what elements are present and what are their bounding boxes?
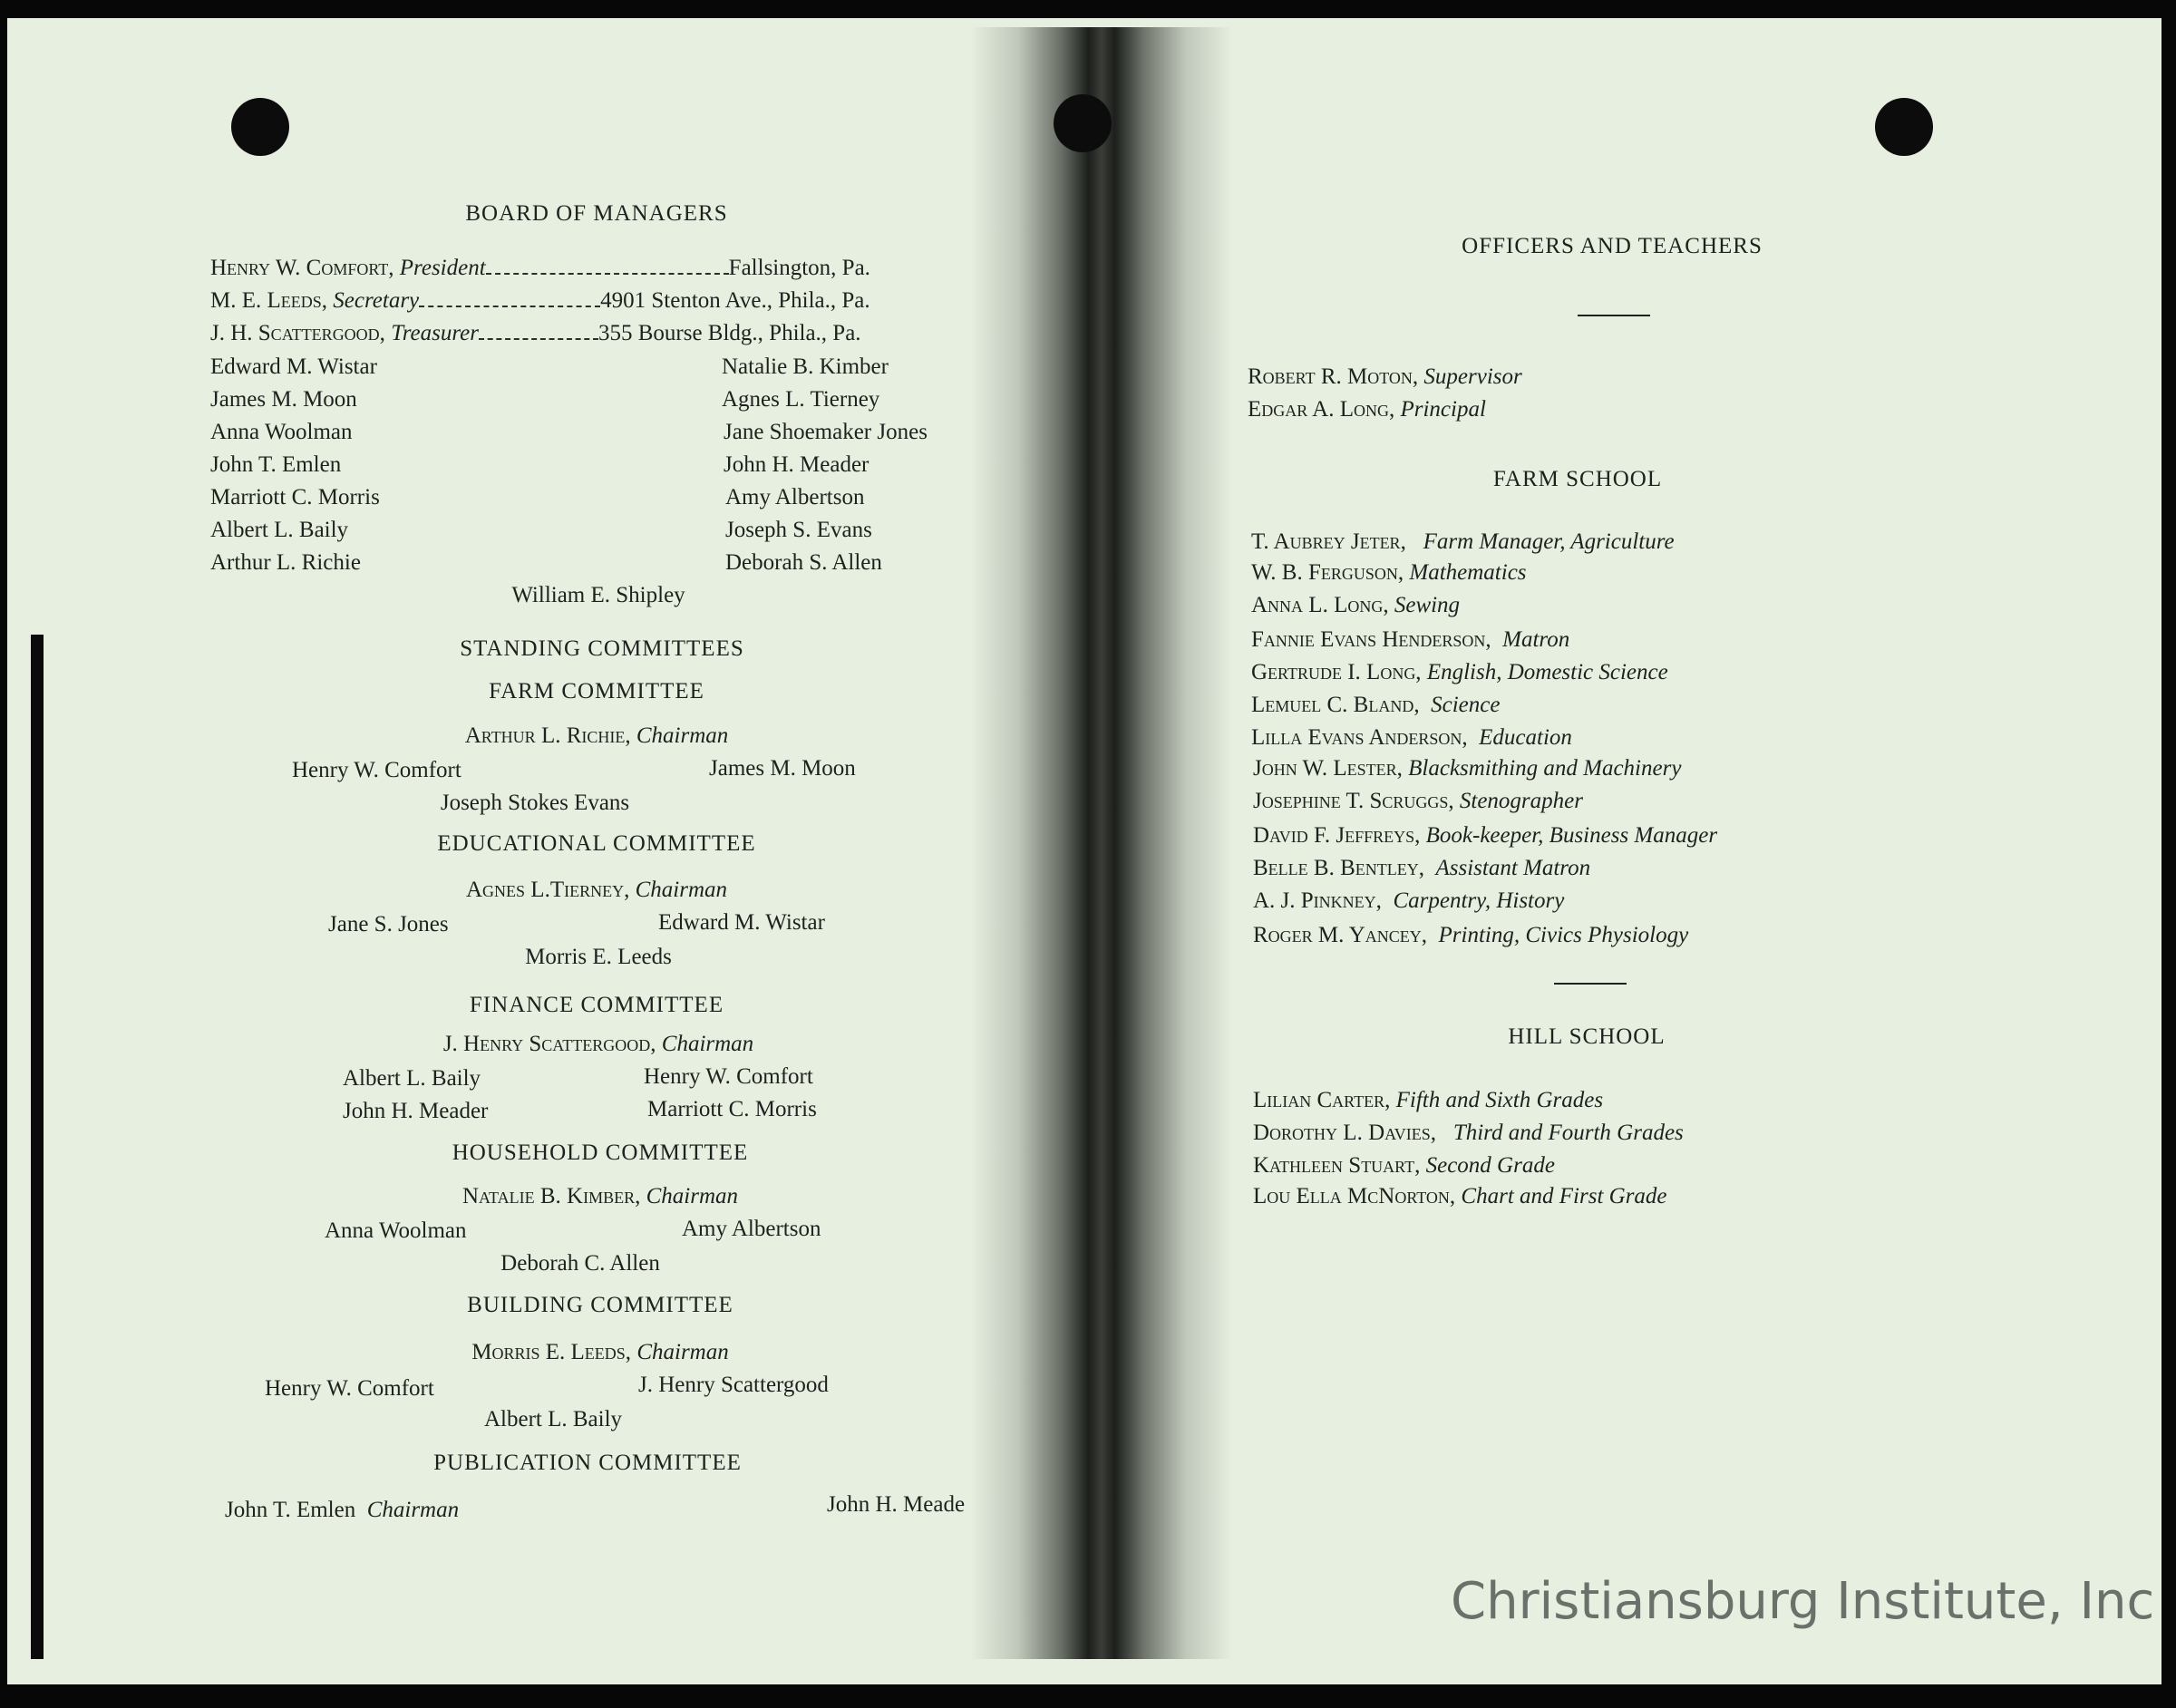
staff-name: Lilla Evans Anderson, — [1251, 725, 1468, 750]
chair-label: Chairman — [636, 723, 729, 748]
board-member: Natalie B. Kimber — [722, 354, 889, 379]
staff-name: W. B. Ferguson, — [1251, 560, 1404, 585]
staff-entry — [1253, 923, 1688, 948]
committee-member: Henry W. Comfort — [644, 1064, 813, 1089]
committee-member: James M. Moon — [709, 756, 856, 781]
staff-name: Lemuel C. Bland, — [1251, 693, 1420, 717]
committee-member: Henry W. Comfort — [292, 758, 461, 782]
staff-entry — [1251, 560, 1527, 586]
punch-hole — [1875, 98, 1933, 156]
building-committee-title: BUILDING COMMITTEE — [467, 1293, 733, 1317]
committee-member: John H. Meade — [827, 1492, 966, 1517]
board-member: Amy Albertson — [725, 485, 865, 509]
chair-label: Chairman — [661, 1032, 754, 1056]
officer-name: J. H. Scattergood, — [210, 321, 385, 345]
staff-entry — [1251, 693, 1500, 718]
farm-committee-chair — [465, 723, 729, 749]
staff-name: Lou Ella McNorton, — [1253, 1184, 1456, 1208]
staff-entry — [1251, 725, 1572, 751]
committee-member: Henry W. Comfort — [265, 1376, 434, 1401]
board-member: Agnes L. Tierney — [722, 387, 880, 412]
watermark: Christiansburg Institute, Inc — [1451, 1572, 2155, 1631]
leader-dots — [419, 289, 600, 307]
building-committee-chair — [471, 1340, 728, 1365]
staff-name: Anna L. Long, — [1251, 593, 1389, 617]
committee-member: Morris E. Leeds — [525, 945, 672, 969]
staff-entry — [1251, 593, 1460, 618]
committee-member: Albert L. Baily — [343, 1066, 481, 1091]
committee-member: Marriott C. Morris — [647, 1097, 817, 1121]
officer-address: 355 Bourse Bldg., Phila., Pa. — [597, 321, 861, 345]
punch-hole — [1054, 94, 1112, 152]
officer-address: Fallsington, Pa. — [728, 256, 870, 280]
committee-member: Albert L. Baily — [483, 1407, 623, 1431]
staff-role: Assistant Matron — [1435, 856, 1591, 880]
staff-role: Chart and First Grade — [1461, 1184, 1667, 1208]
staff-role: Principal — [1400, 397, 1486, 422]
educational-committee-title: EDUCATIONAL COMMITTEE — [437, 831, 756, 856]
divider-rule — [1578, 315, 1650, 316]
staff-entry — [1253, 1121, 1684, 1146]
board-member: Arthur L. Richie — [210, 550, 361, 575]
board-officer-president — [210, 256, 870, 281]
officer-role: President — [399, 256, 486, 280]
staff-entry — [1251, 660, 1668, 685]
staff-name: John W. Lester, — [1253, 756, 1403, 781]
board-member: Deborah S. Allen — [725, 550, 882, 575]
staff-name: T. Aubrey Jeter, — [1251, 529, 1406, 554]
finance-committee-chair — [443, 1032, 753, 1057]
farm-school-heading: FARM SCHOOL — [1492, 467, 1663, 491]
chair-name: Morris E. Leeds, — [471, 1340, 632, 1364]
staff-name: Lilian Carter, — [1253, 1088, 1391, 1112]
chair-label: Chairman — [366, 1498, 460, 1522]
staff-name: David F. Jeffreys, — [1253, 823, 1421, 848]
staff-role: Third and Fourth Grades — [1452, 1121, 1684, 1145]
officer-role: Treasurer — [391, 321, 479, 345]
committee-member: Deborah C. Allen — [500, 1251, 660, 1276]
chair-name: Arthur L. Richie, — [464, 723, 631, 748]
board-officer-treasurer — [210, 321, 861, 346]
staff-entry — [1253, 856, 1590, 881]
officer-name: M. E. Leeds, — [210, 288, 328, 313]
staff-entry — [1253, 756, 1681, 781]
staff-role: Blacksmithing and Machinery — [1408, 756, 1682, 781]
staff-role: Matron — [1502, 627, 1570, 652]
board-member: Joseph S. Evans — [725, 518, 872, 542]
publication-committee-title: PUBLICATION COMMITTEE — [433, 1451, 742, 1475]
officer-name: Henry W. Comfort, — [210, 256, 394, 280]
staff-role: Fifth and Sixth Grades — [1395, 1088, 1604, 1112]
staff-role: Education — [1479, 725, 1572, 750]
staff-name: Robert R. Moton, — [1248, 364, 1419, 389]
leader-dots — [479, 322, 598, 340]
staff-name: Josephine T. Scruggs, — [1253, 789, 1454, 813]
standing-committees-heading: STANDING COMMITTEES — [460, 636, 744, 661]
punch-hole — [231, 98, 289, 156]
board-member: John T. Emlen — [210, 452, 342, 477]
board-officer-secretary — [210, 288, 870, 314]
committee-member: Joseph Stokes Evans — [440, 791, 630, 815]
committee-member: Anna Woolman — [325, 1218, 467, 1243]
board-member: Edward M. Wistar — [210, 354, 377, 379]
divider-rule — [1554, 983, 1627, 985]
staff-name: Fannie Evans Henderson, — [1251, 627, 1491, 652]
staff-name: Belle B. Bentley, — [1253, 856, 1424, 880]
household-committee-chair — [462, 1184, 738, 1209]
staff-name: Gertrude I. Long, — [1251, 660, 1422, 684]
board-member: Marriott C. Morris — [210, 485, 380, 509]
board-member: John H. Meader — [724, 452, 869, 477]
staff-entry — [1251, 627, 1569, 653]
board-member: Anna Woolman — [210, 420, 353, 444]
staff-entry — [1253, 888, 1564, 914]
farm-committee-title: FARM COMMITTEE — [489, 679, 704, 704]
officer-address: 4901 Stenton Ave., Phila., Pa. — [600, 288, 870, 313]
staff-role: English, Domestic Science — [1426, 660, 1668, 684]
board-member: William E. Shipley — [511, 583, 685, 607]
staff-name: Roger M. Yancey, — [1253, 923, 1428, 947]
educational-committee-chair — [466, 878, 727, 903]
hill-school-heading: HILL SCHOOL — [1508, 1024, 1666, 1049]
officers-teachers-heading: OFFICERS AND TEACHERS — [1462, 234, 1763, 258]
committee-member: John H. Meader — [343, 1099, 489, 1123]
staff-role: Book-keeper, Business Manager — [1425, 823, 1718, 848]
chair-label: Chairman — [635, 878, 727, 902]
staff-name: Dorothy L. Davies, — [1253, 1121, 1437, 1145]
staff-role: Mathematics — [1409, 560, 1527, 585]
staff-role: Sewing — [1394, 593, 1461, 617]
staff-role: Stenographer — [1459, 789, 1583, 813]
staff-role: Second Grade — [1425, 1153, 1555, 1178]
staff-role: Supervisor — [1423, 364, 1522, 389]
staff-entry — [1251, 529, 1675, 555]
book-gutter — [970, 27, 1233, 1659]
committee-member: Edward M. Wistar — [658, 910, 825, 935]
leader-dots — [486, 257, 729, 275]
staff-entry — [1253, 789, 1583, 814]
staff-role: Science — [1431, 693, 1501, 717]
staff-role: Carpentry, History — [1393, 888, 1565, 913]
chair-label: Chairman — [636, 1340, 729, 1364]
staff-entry — [1253, 823, 1717, 849]
staff-entry — [1248, 364, 1522, 390]
staff-entry — [1253, 1184, 1667, 1209]
staff-entry — [1253, 1088, 1603, 1113]
chair-name: J. Henry Scattergood, — [442, 1032, 656, 1056]
staff-role: Farm Manager, Agriculture — [1423, 529, 1675, 554]
finance-committee-title: FINANCE COMMITTEE — [469, 993, 724, 1017]
board-member: Jane Shoemaker Jones — [724, 420, 928, 444]
staff-name: Kathleen Stuart, — [1253, 1153, 1421, 1178]
chair-label: Chairman — [646, 1184, 738, 1208]
staff-entry — [1248, 397, 1486, 422]
committee-member: J. Henry Scattergood — [638, 1373, 829, 1397]
board-member: James M. Moon — [210, 387, 357, 412]
staff-name: A. J. Pinkney, — [1253, 888, 1382, 913]
staff-entry — [1253, 1153, 1555, 1179]
chair-name: Agnes L.Tierney, — [466, 878, 630, 902]
committee-member: Amy Albertson — [682, 1217, 821, 1241]
committee-member: Jane S. Jones — [328, 912, 449, 936]
chair-name: Natalie B. Kimber, — [462, 1184, 641, 1208]
staff-name: Edgar A. Long, — [1248, 397, 1395, 422]
officer-role: Secretary — [333, 288, 420, 313]
page-edge-shadow — [31, 635, 44, 1659]
staff-role: Printing, Civics Physiology — [1438, 923, 1689, 947]
publication-committee-chair — [225, 1498, 459, 1523]
board-member: Albert L. Baily — [210, 518, 349, 542]
board-heading: BOARD OF MANAGERS — [465, 201, 728, 226]
chair-name: John T. Emlen — [225, 1498, 356, 1522]
household-committee-title: HOUSEHOLD COMMITTEE — [452, 1140, 749, 1165]
